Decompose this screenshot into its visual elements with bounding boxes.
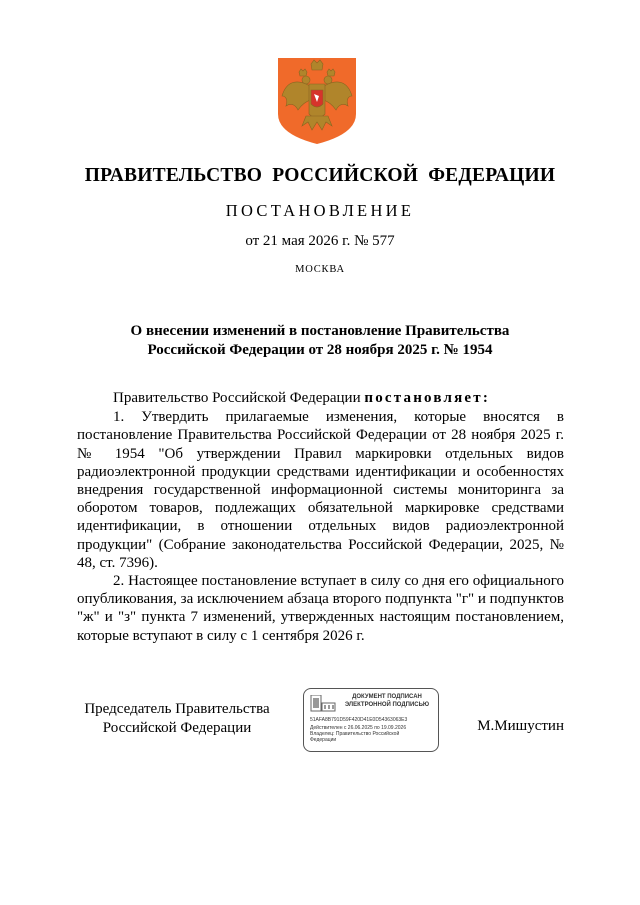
stamp-owner-line-2: Федерации [310,737,337,743]
document-type: ПОСТАНОВЛЕНИЕ [225,201,415,220]
document-body [77,389,564,645]
intro-paragraph [77,389,564,407]
intro-text: Правительство Российской Федерации [113,390,365,406]
document-subject [0,322,640,360]
stamp-header-line-2: ЭЛЕКТРОННОЙ ПОДПИСЬЮ [344,701,430,708]
government-building-icon [310,695,336,712]
electronic-signature-stamp [303,688,439,752]
subject-line-1: О внесении изменений в постановление Правительства [130,323,510,339]
signatory-name: М.Мишустин [477,718,564,734]
signatory-position [77,700,277,737]
document-date-number: от 21 мая 2026 г. № 577 [245,233,395,249]
stamp-validity: Действителен с 26.06.2025 по 19.09.2026 [310,725,407,731]
paragraph-item-2: 2. Настоящее постановление вступает в силу со дня его официального опубликования, за исключением абзаца второго подпункта "г" и подпунктов "ж" и "з" пункта 7 изменений, утвержденных настоящим постановлением, которые вступают в силу с 1 сентября 2026 г. [77,573,564,644]
intro-decree-word: постановляет: [364,390,491,406]
subject-line-2: Российской Федерации от 28 ноября 2025 г. № 1954 [147,342,493,358]
stamp-header [338,694,436,709]
stamp-owner-line-1: Владелец: Правительство Российской [310,731,400,737]
paragraph-item-1: 1. Утвердить прилагаемые изменения, которые вносятся в постановление Правительства Российской Федерации от 28 ноября 2025 г. № 1954 "Об утверждении Правил маркировки отдельных видов радиоэлектронной продукции средствами идентификации и особенностях внедрения государственной информационной системы мониторинга за оборотом товаров, подлежащих обязательной маркировке средствами идентификации, в отношении отдельных видов радиоэлектронной продукции" (Собрание законодательства Российской Федерации, 2025, № 48, ст. 7396). [77,409,564,571]
document-city: МОСКВА [295,264,345,275]
government-title: ПРАВИТЕЛЬСТВО РОССИЙСКОЙ ФЕДЕРАЦИИ [84,165,556,186]
signatory-position-line-2: Российской Федерации [102,719,252,736]
stamp-header-line-1: ДОКУМЕНТ ПОДПИСАН [352,694,422,700]
stamp-certificate: 51AFA8B791D59F420D41E0D54363063E3 [310,717,408,723]
russian-coat-of-arms-icon [276,56,358,146]
signatory-position-line-1: Председатель Правительства [84,701,270,717]
